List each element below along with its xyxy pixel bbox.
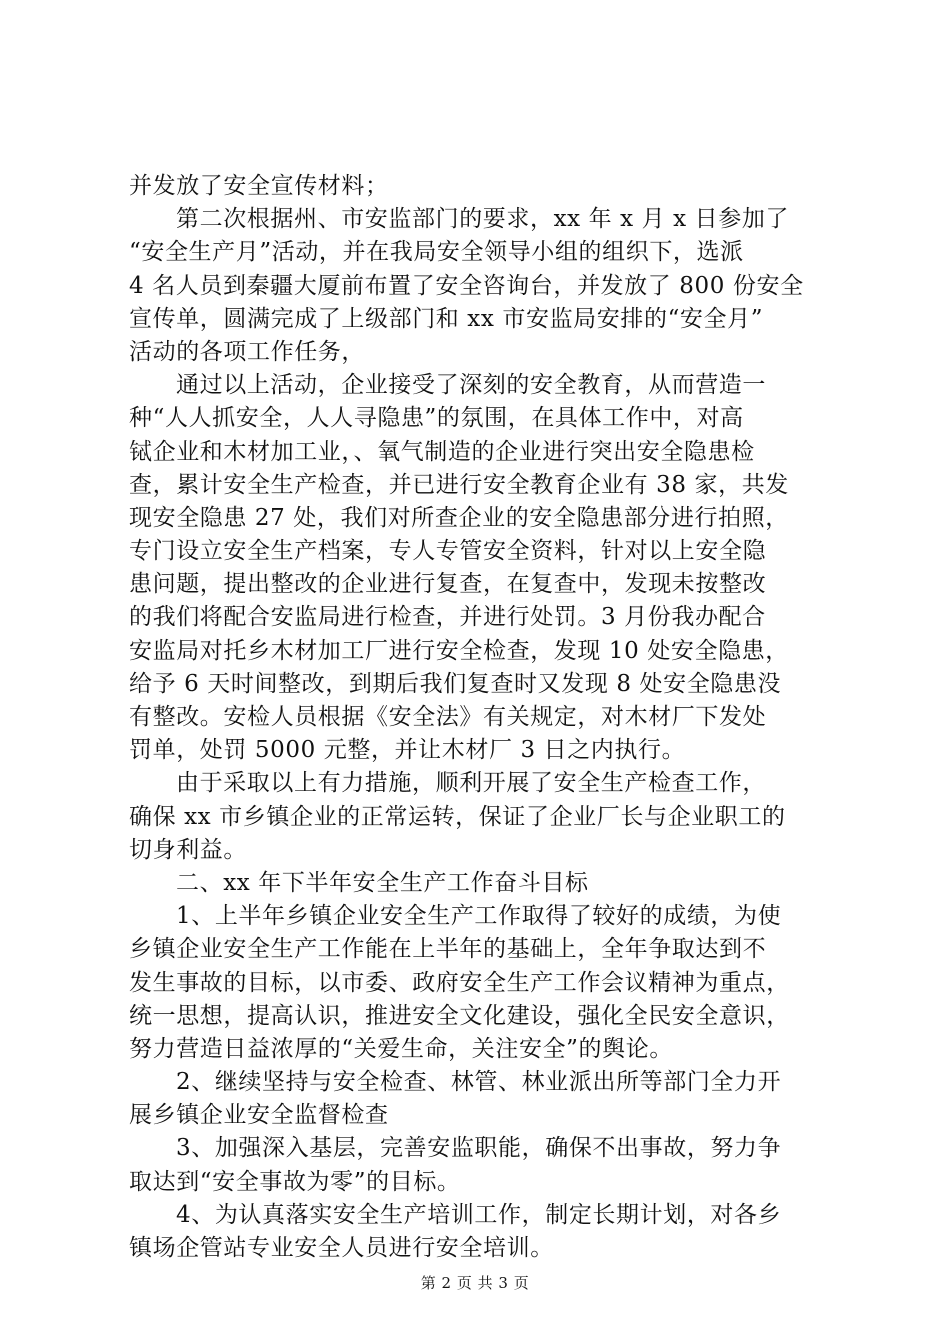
text-line: 患问题，提出整改的企业进行复查，在复查中，发现未按整改: [129, 571, 767, 598]
text-line: 罚单，处罚 5000 元整，并让木材厂 3 日之内执行。: [129, 737, 686, 764]
text-line: 给予 6 天时间整改，到期后我们复查时又发现 8 处安全隐患没: [129, 670, 782, 697]
paragraph-start: 3、加强深入基层，完善安监职能，确保不出事故，努力争: [176, 1135, 782, 1162]
text-line: 乡镇企业安全生产工作能在上半年的基础上，全年争取达到不: [129, 936, 767, 963]
paragraph-start: 2、继续坚持与安全检查、林管、林业派出所等部门全力开: [176, 1069, 782, 1096]
text-line: 展乡镇企业安全监督检查: [129, 1102, 389, 1129]
text-line: 现安全隐患 27 处，我们对所查企业的安全隐患部分进行拍照，: [129, 504, 789, 531]
text-line: 铽企业和木材加工业，、氧气制造的企业进行突出安全隐患检: [129, 438, 755, 465]
text-line: 努力营造日益浓厚的“关爱生命，关注安全”的舆论。: [129, 1035, 673, 1062]
text-line: 统一思想，提高认识，推进安全文化建设，强化全民安全意识，: [129, 1002, 790, 1029]
text-line: “安全生产月”活动，并在我局安全领导小组的组织下，选派: [129, 239, 744, 266]
paragraph-start: 通过以上活动，企业接受了深刻的安全教育，从而营造一: [176, 372, 766, 399]
paragraph-start: 4、为认真落实安全生产培训工作，制定长期计划，对各乡: [176, 1201, 782, 1228]
paragraph-start: 1、上半年乡镇企业安全生产工作取得了较好的成绩，为使: [176, 903, 782, 930]
paragraph-start: 由于采取以上有力措施，顺利开展了安全生产检查工作，: [176, 770, 766, 797]
text-line: 镇场企管站专业安全人员进行安全培训。: [129, 1235, 554, 1261]
text-line: 查，累计安全生产检查，并已进行安全教育企业有 38 家，共发: [129, 471, 789, 498]
text-line: 确保 xx 市乡镇企业的正常运转，保证了企业厂长与企业职工的: [129, 803, 786, 830]
text-line: 有整改。安检人员根据《安全法》有关规定，对木材厂下发处: [129, 704, 767, 730]
paragraph-start: 第二次根据州、市安监部门的要求，xx 年 x 月 x 日参加了: [176, 206, 790, 233]
text-line: 活动的各项工作任务，: [129, 338, 365, 365]
text-line: 专门设立安全生产档案，专人专管安全资料，针对以上安全隐: [129, 538, 767, 565]
text-line: 的我们将配合安监局进行检查，并进行处罚。3 月份我办配合: [129, 604, 766, 631]
text-line: 发生事故的目标，以市委、政府安全生产工作会议精神为重点，: [129, 969, 790, 996]
text-line: 切身利益。: [129, 836, 247, 863]
text-line: 并发放了安全宣传材料；: [129, 173, 389, 199]
text-line: 安监局对托乡木材加工厂进行安全检查，发现 10 处安全隐患，: [129, 637, 789, 664]
text-line: 取达到“安全事故为零”的目标。: [129, 1168, 461, 1195]
document-body: [129, 170, 829, 1265]
section-heading: 二、xx 年下半年安全生产工作奋斗目标: [176, 869, 589, 896]
text-line: 4 名人员到秦疆大厦前布置了安全咨询台，并发放了 800 份安全: [129, 272, 804, 299]
text-line: 种“人人抓安全，人人寻隐患”的氛围，在具体工作中，对高: [129, 405, 744, 432]
page-number-footer: 第 2 页 共 3 页: [420, 1274, 530, 1292]
text-line: 宣传单，圆满完成了上级部门和 xx 市安监局安排的“安全月”: [129, 305, 764, 332]
